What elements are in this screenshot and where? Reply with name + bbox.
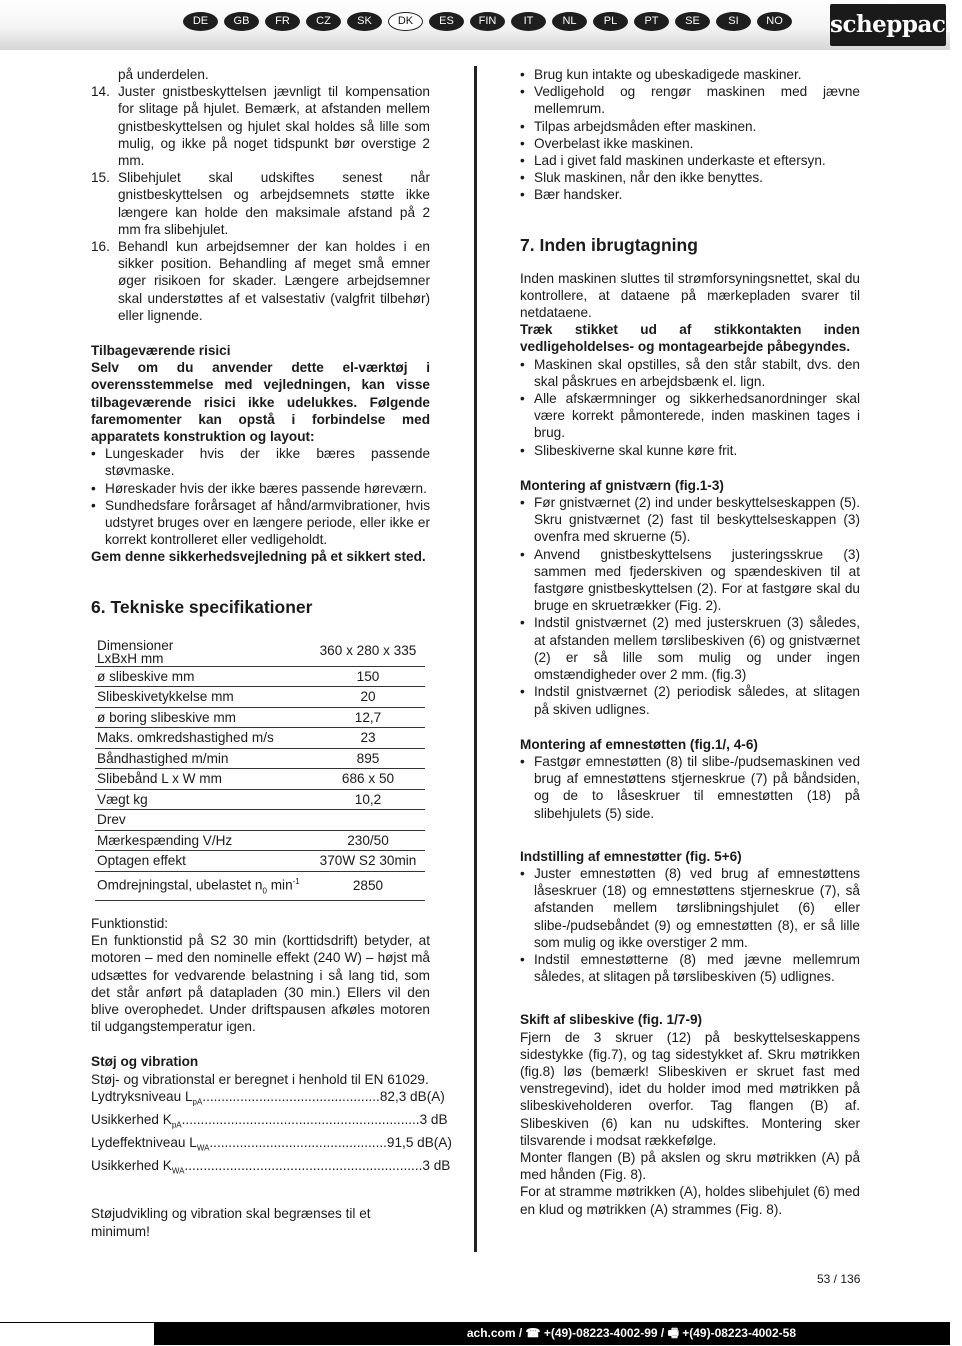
noise-row: Usikkerhed $K_{WA}$ ............................................................... 3 dB (91, 1157, 451, 1176)
list-item-14: 14. Juster gnistbeskyttelsen jævnligt til kompensation for slitage på hjulet. Bemærk, at afstanden mellem gnistbeskyttelsen og hjulet skal holdes så lille som mulig, og ikke på noget tidspunkt bør overstige 2 mm. (91, 84, 430, 169)
tab-language-pt[interactable]: PT (634, 12, 669, 31)
table-row: Slibebånd L x W mm 686 x 50 (95, 769, 425, 790)
table-row: Båndhastighed m/min 895 (95, 748, 425, 769)
tab-language-no[interactable]: NO (757, 12, 792, 31)
section-7-title: 7. Inden ibrugtagning (520, 234, 698, 255)
noise-intro: Støj- og vibrationstal er beregnet i henhold til EN 61029. (91, 1071, 429, 1087)
table-row: Optagen effekt 370W S2 30min (95, 851, 425, 872)
list-item-15: 15. Slibehjulet skal udskiftes senest når gnistbeskyttelsen og arbejdsemnets støtte ikke længere kan holde den maksimale afstand på 2 mm fra slibehjulet. (91, 170, 430, 237)
brand-logo: scheppach (830, 4, 946, 46)
item13-continuation: på underdelen. (118, 67, 209, 82)
table-row: ø boring slibeskive mm 12,7 (95, 707, 425, 728)
spec-table (95, 636, 425, 901)
adjust-list (520, 865, 860, 985)
list-item: • Slibeskiverne skal kunne køre frit. (520, 442, 860, 459)
tab-language-it[interactable]: IT (511, 12, 546, 31)
tool-rest-list (520, 753, 860, 822)
list-item: • Bær handsker. (520, 186, 860, 203)
list-item: • Indstil gnistværnet (2) med justerskruen (3) således, at afstanden mellem tørslibeskiven (6) og gnistværnet (2) er så lille som mulig og under ingen omstændigheder over 2 mm. (fig.3) (520, 614, 860, 683)
tab-language-cz[interactable]: CZ (306, 12, 341, 31)
list-item: • Anvend gnistbeskyttelsens justeringsskrue (3) sammen med fjederskiven og spændeskiven til at fastgøre gnistbeskyttelsen (2). For at fastgøre skal du bruge en skruetrækker (Fig. 2). (520, 546, 860, 615)
table-row: Mærkespænding V/Hz 230/50 (95, 830, 425, 851)
list-item: • Fastgør emnestøtten (8) til slibe-/pudsemaskinen ved brug af emnestøttens stjerneskrue (7) på båndsiden, og de to låseskruer til emnestøtten (18) på slibehjulets (5) side. (520, 753, 860, 822)
list-item: • Maskinen skal opstilles, så den står stabilt, dvs. den skal påskrues en arbejdsbænk el. lign. (520, 356, 860, 390)
section-7-warning: Træk stikket ud af stikkontakten inden vedligeholdelses- og montagearbejde påbegyndes. (520, 322, 860, 355)
list-item: • Indstil emnestøtterne (8) med jævne mellemrum således, at slitagen på tørslibeskiven (5) udlignes. (520, 951, 860, 985)
table-row: Dimensioner LxBxH mm 360 x 280 x 335 (95, 636, 425, 667)
change-wheel-text-2: Monter flangen (B) på akslen og skru møtrikken (A) på med hånden (Fig. 8). (520, 1149, 860, 1183)
section-6-title: 6. Tekniske specifikationer (91, 596, 313, 617)
list-item: • Vedligehold og rengør maskinen med jævne mellemrum. (520, 83, 860, 117)
page-number: 53 / 136 (817, 1272, 861, 1286)
keep-safe-note: Gem denne sikkerhedsvejledning på et sikkert sted. (91, 549, 426, 565)
right-column (520, 66, 860, 1218)
table-row: ø slibeskive mm 150 (95, 666, 425, 687)
list-item: • Alle afskærmninger og sikkerhedsanordninger skal være korrekt påmonterede, inden maskinen tages i brug. (520, 390, 860, 442)
spark-guard-list (520, 494, 860, 718)
tab-language-de[interactable]: DE (183, 12, 218, 31)
tab-language-fin[interactable]: FIN (470, 12, 505, 31)
tab-language-pl[interactable]: PL (593, 12, 628, 31)
noise-footer: Støjudvikling og vibration skal begrænses til et minimum! (91, 1206, 371, 1239)
residual-intro: Selv om du anvender dette el-værktøj i overensstemmelse med vejledningen, kan visse tilbageværende risici ikke udelukkes. Følgende faremomenter kan opstå i forbindelse med apparatets konstruktion og layout: (91, 360, 430, 445)
list-item: • Sluk maskinen, når den ikke benyttes. (520, 169, 860, 186)
tab-language-es[interactable]: ES (429, 12, 464, 31)
tab-language-nl[interactable]: NL (552, 12, 587, 31)
noise-values (91, 1088, 452, 1180)
list-item: • Lungeskader hvis der ikke bæres passende støvmaske. (91, 445, 430, 479)
language-tabs (183, 12, 792, 31)
change-wheel-heading: Skift af slibeskive (fig. 1/7-9) (520, 1012, 703, 1028)
table-row: Slibeskivetykkelse mm 20 (95, 687, 425, 708)
table-row: Omdrejningstal, ubelastet $n_0$ $\min^{-1}$ 2850 (95, 871, 425, 900)
list-item: • Lad i givet fald maskinen underkaste et eftersyn. (520, 152, 860, 169)
list-item: • Før gnistværnet (2) ind under beskyttelseskappen (5). Skru gnistværnet (2) fast til beskyttelseskappen (3) ovenfra med skruerne (5). (520, 494, 860, 546)
list-item: • Tilpas arbejdsmåden efter maskinen. (520, 118, 860, 135)
list-item: • Brug kun intakte og ubeskadigede maskiner. (520, 66, 860, 83)
list-item: • Overbelast ikke maskinen. (520, 135, 860, 152)
list-item: • Juster emnestøtten (8) ved brug af emnestøttens låseskruer (18) og emnestøttens stjerneskrue (7), så afstanden mellem tørslibningshjulet (6) eller slibe-/pudsebåndet (9) og emnestøtten (8), er så lille som mulig og ikke overstiger 2 mm. (520, 865, 860, 951)
list-item: • Indstil gnistværnet (2) periodisk således, at slitagen på skiven udlignes. (520, 683, 860, 717)
tool-rest-heading: Montering af emnestøtten (fig.1/, 4-6) (520, 736, 758, 752)
tab-language-sk[interactable]: SK (347, 12, 382, 31)
change-wheel-text-3: For at stramme møtrikken (A), holdes slibehjulet (6) med en klud og møtrikken (A) strammes (Fig. 8). (520, 1184, 860, 1217)
left-column (91, 66, 452, 1240)
residual-heading: Tilbageværende risici (91, 343, 231, 359)
list-item: • Sundhedsfare forårsaget af hånd/armvibrationer, hvis udstyret bruges over en længere periode, eller ikke er korrekt kontrolleret eller vedligeholdt. (91, 497, 430, 549)
noise-row: Usikkerhed $K_{pA}$ ............................................................... 3 dB (91, 1111, 448, 1130)
footer-bar (0, 1322, 950, 1345)
table-row: Maks. omkredshastighed m/s 23 (95, 728, 425, 749)
noise-row: Lydeffektniveau $L_{WA}$ ............................................... 91,5 dB(A) (91, 1134, 452, 1153)
noise-row: Lydtryksniveau $L_{pA}$ ............................................... 82,3 dB(A) (91, 1088, 445, 1107)
list-item-16: 16. Behandl kun arbejdsemner der kan holdes i en sikker position. Behandling af meget små emner øger risikoen for skader. Længere arbejdsemner skal understøttes af et valsestativ (valgfrit tilbehør) eller lignende. (91, 239, 430, 323)
table-row: Vægt kg 10,2 (95, 789, 425, 810)
footer-contact: ach.com / ☎ +(49)-08223-4002-99 / 🖷 +(49)-08223-4002-58 (466, 1326, 796, 1340)
section-7-list (520, 356, 860, 459)
table-row: Drev (95, 810, 425, 831)
tab-language-si[interactable]: SI (716, 12, 751, 31)
function-heading: Funktionstid: (91, 915, 169, 931)
change-wheel-text-1: Fjern de 3 skruer (12) på beskyttelseskappens sidestykke (fig.7), og tag sidestykket af. Skru møtrikken (fig.8) løs (bemærk! Slibeskiven er skruet fast med venstregevind), idet du holder imod med møtrikken på slibeskiveholderen overfor. Tag flangen (B) af. Slibeskiven (6) kan nu udskiftes. Montering sker tilsvarende i modsat rækkefølge. (520, 1029, 860, 1148)
tab-language-gb[interactable]: GB (224, 12, 259, 31)
adjust-heading: Indstilling af emnestøtter (fig. 5+6) (520, 848, 742, 864)
noise-heading: Støj og vibration (91, 1054, 199, 1070)
tab-language-se[interactable]: SE (675, 12, 710, 31)
spark-guard-heading: Montering af gnistværn (fig.1-3) (520, 477, 724, 493)
header-bar (0, 0, 962, 50)
function-text: En funktionstid på S2 30 min (korttidsdrift) betyder, at motoren – med den nominelle effekt (240 W) – højst må udsættes for vedvarende belastning i så lang tid, som det står anført på datapladen (30 min.) Ellers vil den blive overophedet. Under driftspausen afkøles motoren til udgangstemperatur igen. (91, 933, 430, 1035)
residual-list (91, 445, 430, 548)
section-7-intro: Inden maskinen sluttes til strømforsyningsnettet, skal du kontrollere, at dataene på mærkepladen svarer til netdataene. (520, 270, 860, 321)
tab-language-dk[interactable]: DK (388, 12, 423, 31)
column-divider (474, 66, 477, 1252)
safety-list (520, 66, 860, 204)
list-item: • Høreskader hvis der ikke bæres passende høreværn. (91, 480, 430, 497)
tab-language-fr[interactable]: FR (265, 12, 300, 31)
